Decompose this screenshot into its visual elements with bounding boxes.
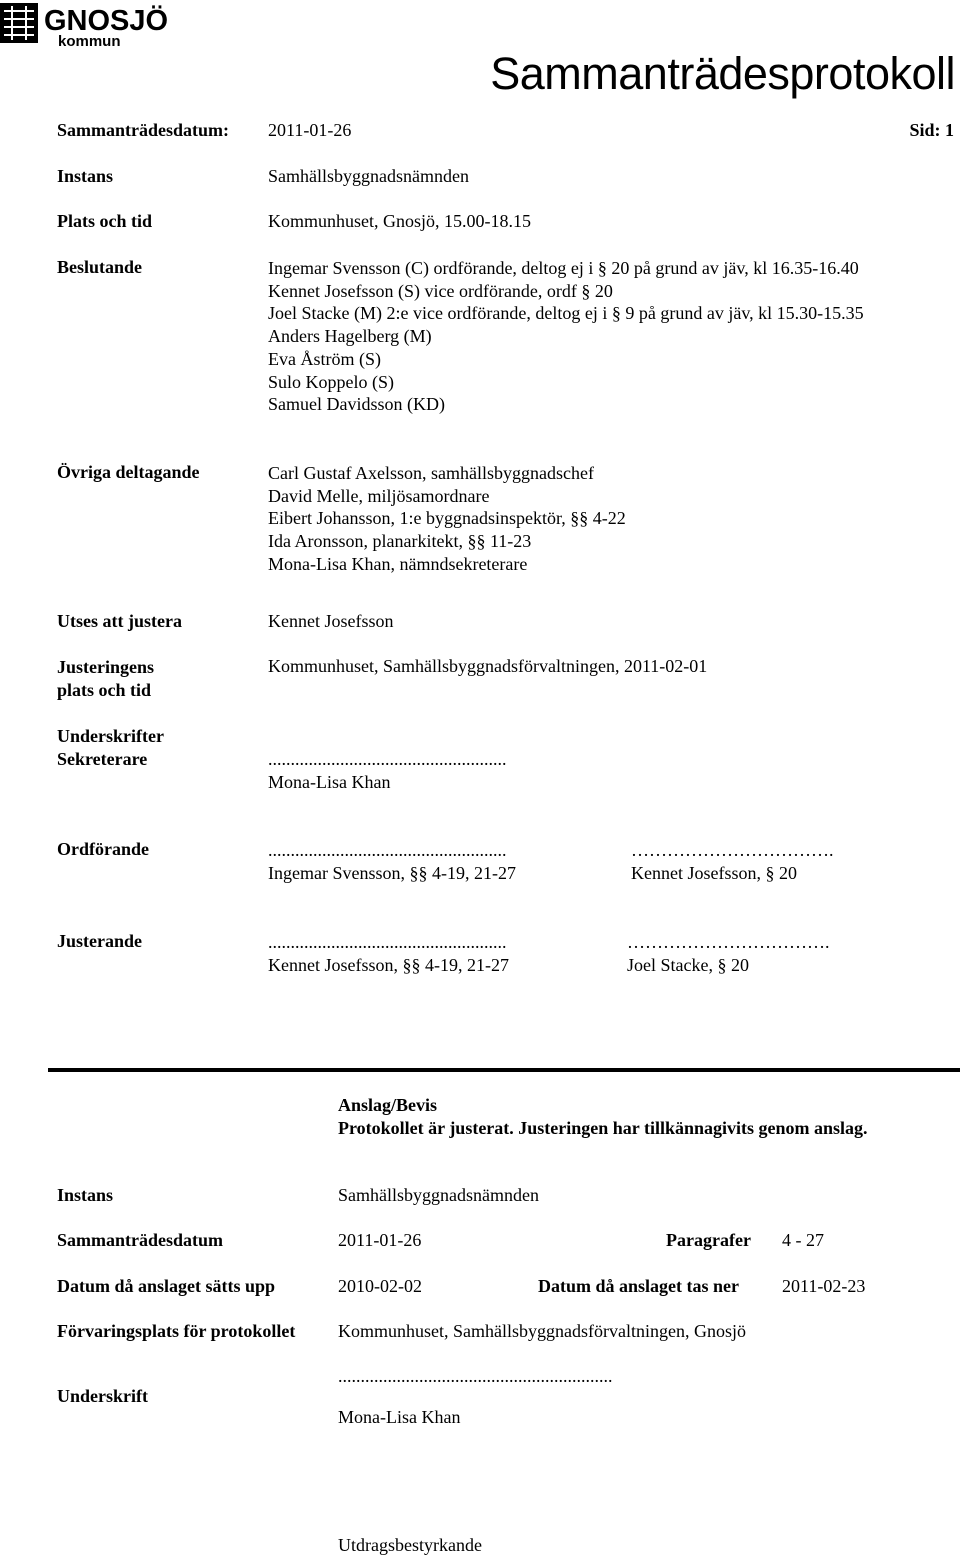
beslutande-member: Anders Hagelberg (M) (268, 326, 432, 347)
beslutande-member: Sulo Koppelo (S) (268, 371, 394, 392)
justeringens-label-line-1: Justeringens (57, 657, 155, 677)
sekreterare-label: Sekreterare (57, 748, 148, 769)
gnosjo-logo-mark (0, 0, 175, 50)
anslag-upp-value: 2010-02-02 (338, 1276, 422, 1296)
ovriga-member: Carl Gustaf Axelsson, samhällsbyggnadschef (268, 463, 594, 483)
ovriga-member: David Melle, miljösamordnare (268, 485, 490, 506)
utses-value: Kennet Josefsson (268, 611, 394, 631)
ordforande-name-2: Kennet Josefsson, § 20 (631, 862, 797, 883)
beslutande-member: Kennet Josefsson (S) vice ordförande, ordf § 20 (268, 280, 613, 301)
justeringens-label-line-2: plats och tid (57, 679, 152, 700)
ordforande-signature-1 (268, 839, 516, 884)
ordforande-signature-2 (631, 839, 834, 884)
justerande-name-1: Kennet Josefsson, §§ 4-19, 21-27 (268, 954, 509, 975)
anslag-ner-value: 2011-02-23 (782, 1276, 866, 1296)
anslag-heading-block (338, 1094, 868, 1139)
document-title: Sammanträdesprotokoll (490, 48, 955, 99)
logo-name: GNOSJÖ (44, 5, 169, 37)
underskrifter-label-block (57, 725, 164, 770)
ordforande-label: Ordförande (57, 839, 149, 859)
sekreterare-name: Mona-Lisa Khan (268, 771, 391, 792)
ovriga-list (268, 462, 626, 576)
underskrift-label: Underskrift (57, 1386, 148, 1406)
meeting-date-value: 2011-01-26 (268, 120, 352, 140)
beslutande-label: Beslutande (57, 257, 143, 277)
anslag-date-label: Sammanträdesdatum (57, 1230, 224, 1250)
beslutande-member: Ingemar Svensson (C) ordförande, deltog ej i § 20 på grund av jäv, kl 16.35-16.40 (268, 258, 859, 278)
section-divider (48, 1068, 960, 1072)
sekreterare-signature (268, 748, 507, 793)
instans-label: Instans (57, 166, 114, 186)
plats-label: Plats och tid (57, 211, 153, 231)
underskrift-name: Mona-Lisa Khan (338, 1407, 461, 1427)
paragrafer-label: Paragrafer (666, 1230, 751, 1250)
anslag-upp-label: Datum då anslaget sätts upp (57, 1276, 276, 1296)
justerande-signature-2 (627, 931, 830, 976)
ovriga-member: Eibert Johansson, 1:e byggnadsinspektör, §§ 4-22 (268, 508, 626, 529)
signature-line: ……………………………. (631, 840, 834, 860)
ovriga-member: Ida Aronsson, planarkitekt, §§ 11-23 (268, 531, 532, 552)
forvaring-value: Kommunhuset, Samhällsbyggnadsförvaltningen, Gnosjö (338, 1321, 746, 1341)
forvaring-label: Förvaringsplats för protokollet (57, 1321, 296, 1341)
anslag-instans-label: Instans (57, 1185, 114, 1205)
underskrifter-label: Underskrifter (57, 726, 164, 746)
signature-line: ..................................................... (268, 932, 507, 952)
meeting-date-label: Sammanträdesdatum: (57, 120, 230, 140)
utdragsbestyrkande: Utdragsbestyrkande (338, 1535, 482, 1555)
justeringens-value: Kommunhuset, Samhällsbyggnadsförvaltningen, 2011-02-01 (268, 656, 708, 676)
justerande-name-2: Joel Stacke, § 20 (627, 954, 749, 975)
instans-value: Samhällsbyggnadsnämnden (268, 166, 469, 186)
signature-line: ..................................................... (268, 749, 507, 769)
paragrafer-value: 4 - 27 (782, 1230, 824, 1250)
ordforande-name-1: Ingemar Svensson, §§ 4-19, 21-27 (268, 862, 516, 883)
anslag-ner-label: Datum då anslaget tas ner (538, 1276, 739, 1296)
beslutande-member: Samuel Davidsson (KD) (268, 394, 445, 415)
anslag-heading: Anslag/Bevis (338, 1095, 438, 1115)
ovriga-label: Övriga deltagande (57, 462, 200, 482)
logo-sub: kommun (58, 33, 121, 50)
signature-line: ……………………………. (627, 932, 830, 952)
anslag-instans-value: Samhällsbyggnadsnämnden (338, 1185, 539, 1205)
justerande-signature-1 (268, 931, 509, 976)
justeringens-label (57, 656, 154, 701)
utses-label: Utses att justera (57, 611, 182, 631)
signature-line: ..................................................... (268, 840, 507, 860)
ovriga-member: Mona-Lisa Khan, nämndsekreterare (268, 553, 528, 574)
anslag-date-value: 2011-01-26 (338, 1230, 422, 1250)
beslutande-list (268, 257, 864, 416)
plats-value: Kommunhuset, Gnosjö, 15.00-18.15 (268, 211, 531, 231)
underskrift-line: ............................................................. (338, 1366, 613, 1386)
anslag-statement: Protokollet är justerat. Justeringen har tillkännagivits genom anslag. (338, 1117, 868, 1138)
beslutande-member: Eva Åström (S) (268, 348, 381, 369)
justerande-label: Justerande (57, 931, 142, 951)
beslutande-member: Joel Stacke (M) 2:e vice ordförande, deltog ej i § 9 på grund av jäv, kl 15.30-15.35 (268, 303, 864, 324)
gnosjo-kommun-logo (0, 0, 175, 50)
page-number: Sid: 1 (909, 120, 954, 140)
